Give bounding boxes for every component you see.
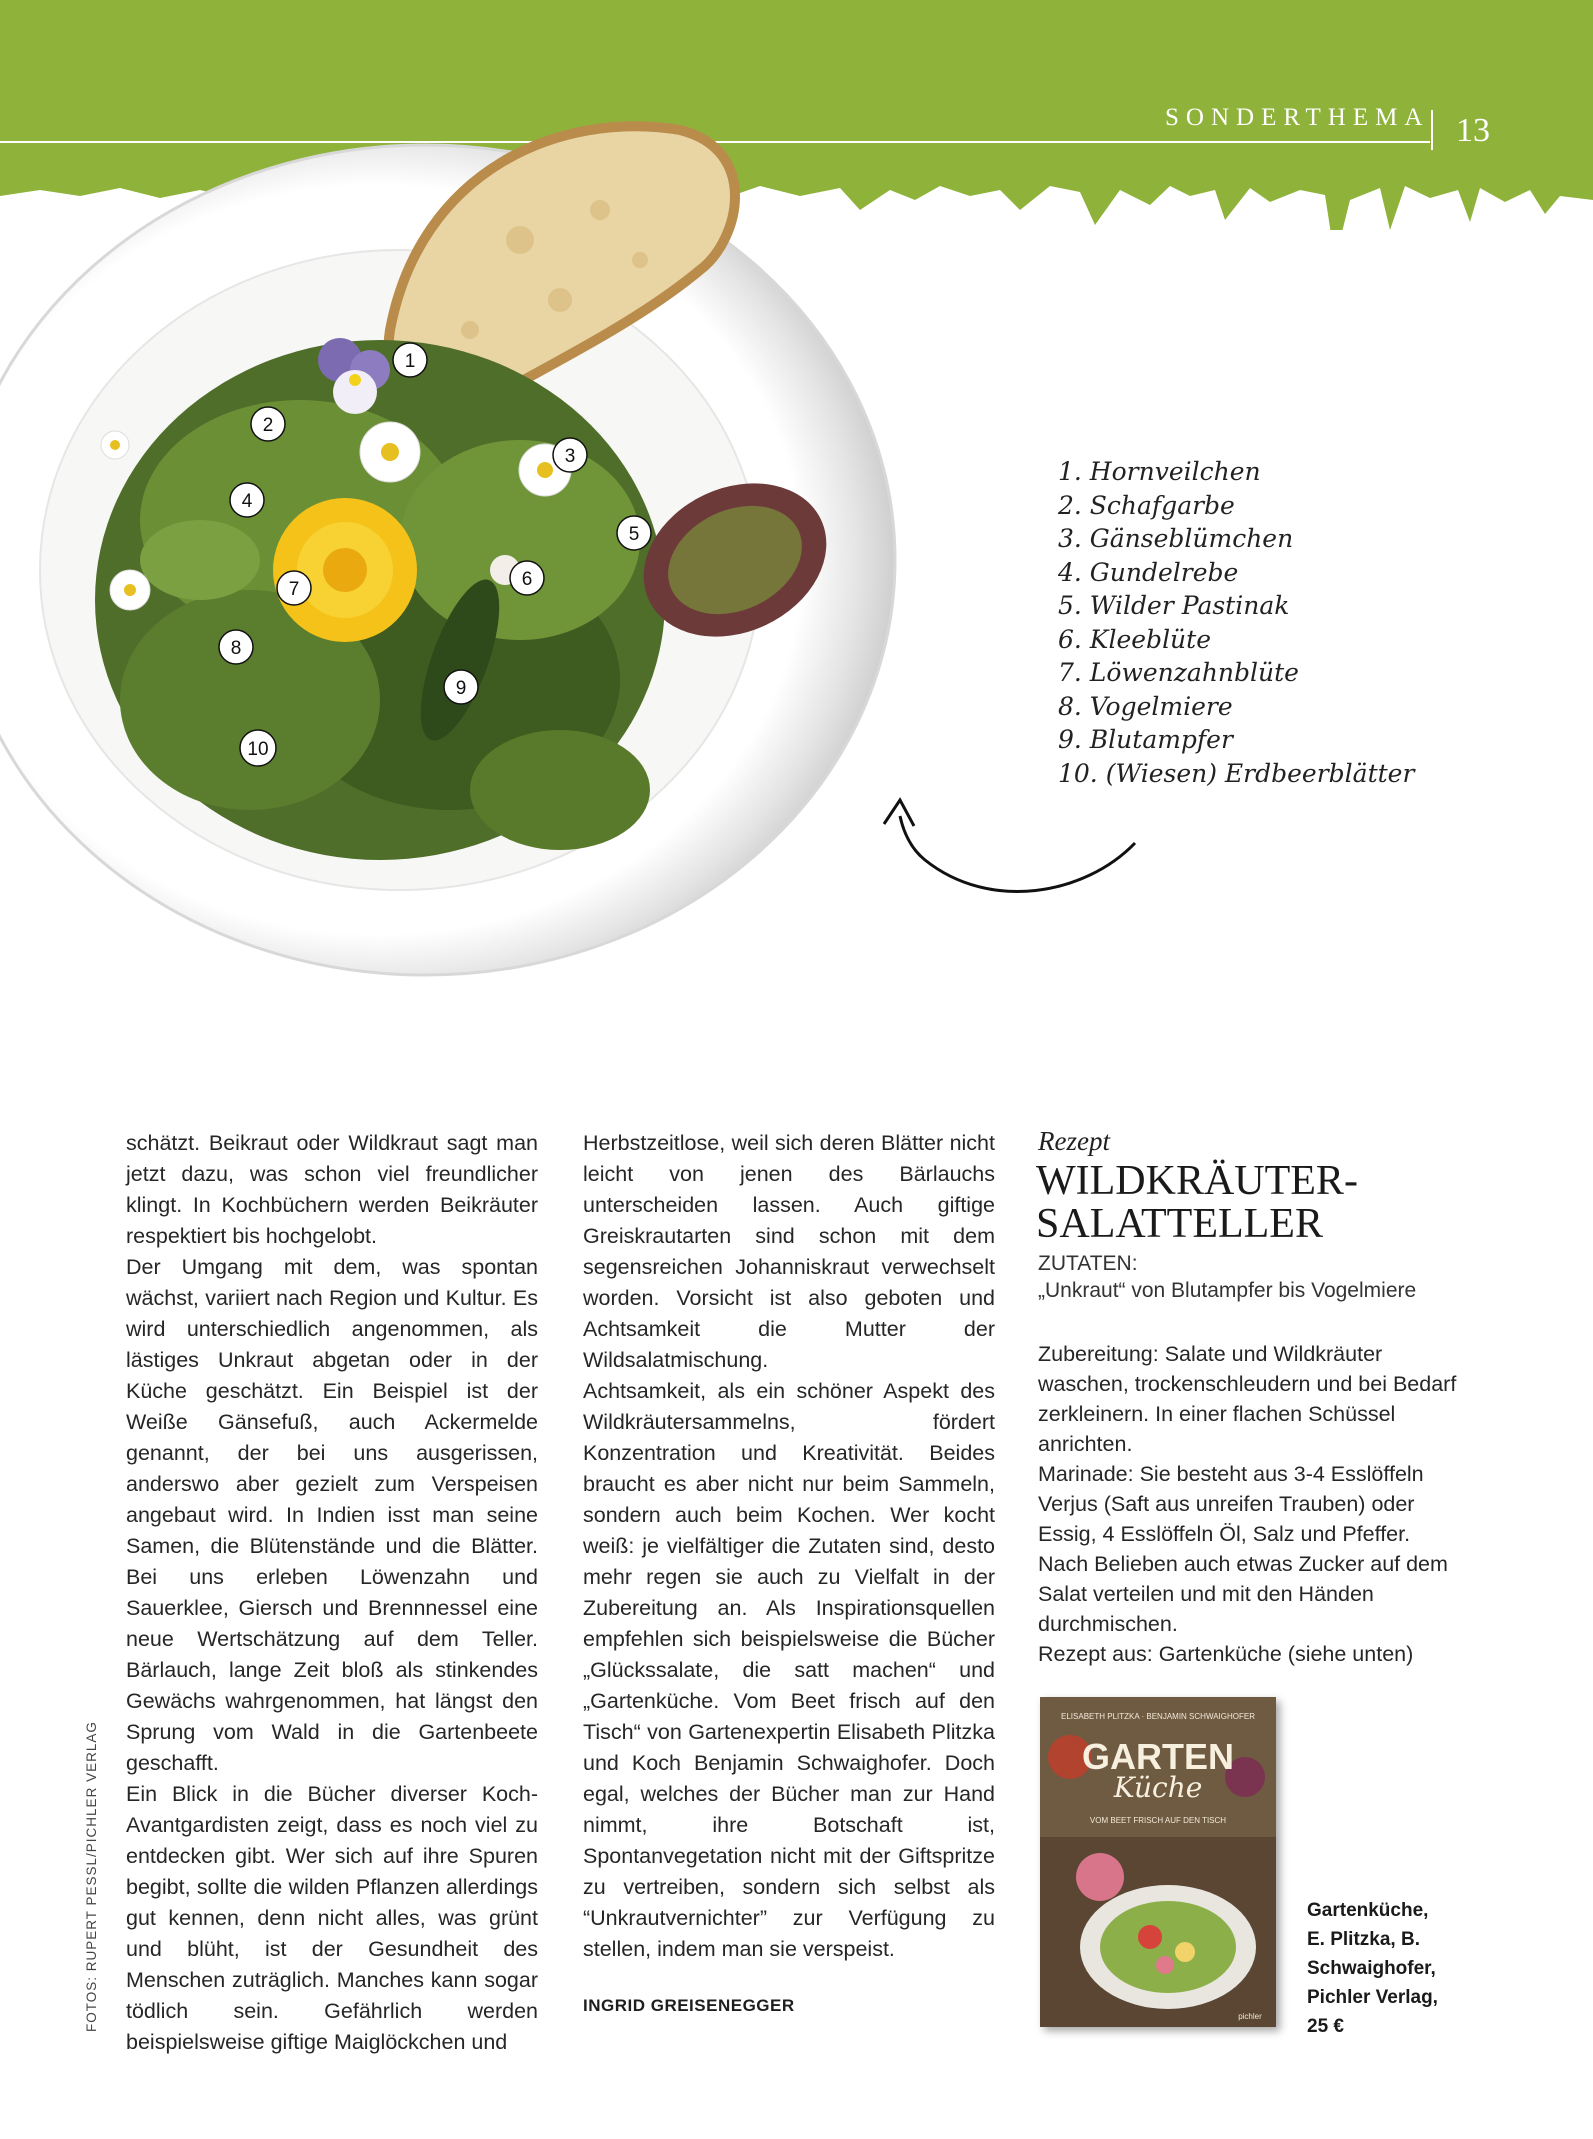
svg-text:5: 5	[628, 524, 640, 545]
legend-item: 6. Kleeblüte	[1058, 624, 1212, 654]
section-label: SONDERTHEMA	[1165, 104, 1430, 131]
ingredients-text: „Unkraut“ von Blutampfer bis Vogelmiere	[1038, 1279, 1417, 1302]
svg-text:4: 4	[241, 491, 253, 512]
ingredients-label: ZUTATEN:	[1038, 1252, 1138, 1275]
legend-item: 2. Schafgarbe	[1058, 490, 1235, 520]
recipe-step: Marinade: Sie besteht aus 3-4 Esslöffeln Verjus (Saft aus unreifen Trauben) oder Essig, 4 Esslöffeln Öl, Salz und Pfeffer. Nach Belieben auch etwas Zucker auf dem Salat verteilen und mit den Händen durchmischen.	[1038, 1462, 1448, 1636]
paragraph: Ein Blick in die Bücher diverser Koch-Avantgardisten zeigt, dass es noch viel zu entdecken gibt. Wer sich auf ihre Spuren begibt, sollte die wilden Pflanzen allerdings gut kennen, denn nicht alles, was grünt und blüht, ist der Gesundheit des Menschen zuträglich. Manches kann sogar tödlich sein. Gefährlich werden beispielsweise giftige Maiglöckchen und	[126, 1782, 538, 2054]
paragraph: Achtsamkeit, als ein schöner Aspekt des Wildkräutersammelns, fördert Konzentration und Kreativität. Beides braucht es aber nicht nur beim Sammeln, sondern auch beim Kochen. Wer kocht weiß: je vielfältiger die Zutaten sind, desto mehr regen sie auch zu Vielfalt in der Zubereitung an. Als Inspirationsquellen empfehlen sich beispielsweise die Bücher „Glückssalate, die satt machen“ und „Gartenküche. Vom Beet frisch auf den Tisch“ von Gartenexpertin Elisabeth Plitzka und Koch Benjamin Schwaighofer. Doch egal, welches der Bücher man zur Hand nimmt, ihre Botschaft ist, Spontanvegetation nicht mit der Giftspritze zu vertreiben, sondern sich selbst als “Unkrautvernichter” zur Verfügung zu stellen, indem man sie verspeist.	[583, 1379, 995, 1961]
caption-line: 25 €	[1307, 2016, 1344, 2037]
svg-text:1: 1	[404, 351, 416, 372]
recipe-title-line: SALATTELLER	[1036, 1201, 1323, 1247]
book-cover-art	[1040, 1697, 1276, 2027]
caption-line: Gartenküche,	[1307, 1900, 1429, 1921]
svg-text:9: 9	[455, 678, 467, 699]
paragraph: Herbstzeitlose, weil sich deren Blätter nicht leicht von jenen des Bärlauchs unterscheiden lassen. Auch giftige Greiskrautarten sind schon mit dem segensreichen Johanniskraut verwechselt worden. Vorsicht ist also geboten und Achtsamkeit die Mutter der Wildsalatmischung.	[583, 1131, 995, 1372]
caption-line: Pichler Verlag,	[1307, 1987, 1438, 2008]
legend-item: 1. Hornveilchen	[1058, 457, 1261, 486]
legend-item: 3. Gänseblümchen	[1058, 524, 1294, 553]
article-column-1	[126, 1128, 538, 2058]
svg-text:7: 7	[288, 579, 300, 600]
svg-text:3: 3	[564, 446, 576, 467]
legend-item: 9. Blutampfer	[1058, 725, 1233, 754]
book-caption	[1307, 1896, 1438, 2041]
recipe-title	[1036, 1160, 1376, 1246]
curved-arrow-icon	[870, 780, 1150, 920]
svg-text:2: 2	[262, 415, 274, 436]
page-number: 13	[1456, 112, 1490, 149]
book-cover	[1040, 1697, 1276, 2027]
recipe-steps	[1038, 1339, 1458, 1669]
svg-text:ELISABETH PLITZKA · BENJAMIN S: ELISABETH PLITZKA · BENJAMIN SCHWAIGHOFER	[1061, 1712, 1255, 1721]
legend-item: 10. (Wiesen) Erdbeerblätter	[1058, 758, 1415, 788]
caption-line: E. Plitzka, B.	[1307, 1929, 1420, 1950]
svg-text:8: 8	[230, 638, 242, 659]
legend-item: 4. Gundelrebe	[1058, 557, 1239, 587]
paragraph: Der Umgang mit dem, was spontan wächst, variiert nach Region und Kultur. Es wird unterschiedlich angenommen, als lästiges Unkraut abgetan oder in der Küche geschätzt. Ein Beispiel ist der Weiße Gänsefuß, auch Ackermelde genannt, der bei uns ausgerissen, anderswo aber gezielt zum Verspeisen angebaut wird. In Indien isst man seine Samen, die Blütenstände und die Blätter. Bei uns erleben Löwenzahn und Sauerklee, Giersch und Brennnessel eine neue Wertschätzung auf dem Teller. Bärlauch, lange Zeit bloß als stinkendes Gewächs wahrgenommen, hat längst den Sprung vom Wald in die Gartenbeete geschafft.	[126, 1255, 538, 1775]
article-column-2	[583, 1128, 995, 1965]
caption-line: Schwaighofer,	[1307, 1958, 1436, 1979]
legend-item: 5. Wilder Pastinak	[1058, 591, 1290, 620]
svg-text:GARTEN: GARTEN	[1082, 1736, 1234, 1777]
svg-text:6: 6	[521, 569, 533, 590]
svg-text:pichler: pichler	[1238, 2012, 1262, 2021]
paragraph: schätzt. Beikraut oder Wildkraut sagt man jetzt dazu, was schon viel freundlicher klingt. In Kochbüchern werden Beikräuter respektiert bis hochgelobt.	[126, 1131, 538, 1248]
recipe-title-line: WILDKRÄUTER-	[1036, 1158, 1358, 1204]
photo-credit: FOTOS: RUPERT PESSL/PICHLER VERLAG	[84, 1721, 99, 2032]
recipe-step: Zubereitung: Salate und Wildkräuter waschen, trockenschleudern und bei Bedarf zerkleinern. In einer flachen Schüssel anrichten.	[1038, 1342, 1457, 1456]
svg-text:Küche: Küche	[1113, 1771, 1203, 1804]
legend-item: 7. Löwenzahnblüte	[1058, 658, 1299, 687]
recipe-step: Rezept aus: Gartenküche (siehe unten)	[1038, 1642, 1414, 1666]
author-byline: INGRID GREISENEGGER	[583, 1996, 795, 2015]
svg-text:10: 10	[247, 739, 269, 760]
recipe-kicker: Rezept	[1038, 1126, 1110, 1156]
legend-item: 8. Vogelmiere	[1058, 691, 1233, 721]
herb-legend	[1058, 455, 1438, 790]
salad-plate-photo	[0, 120, 920, 1000]
svg-text:VOM BEET FRISCH AUF DEN TISCH: VOM BEET FRISCH AUF DEN TISCH	[1089, 1816, 1227, 1825]
